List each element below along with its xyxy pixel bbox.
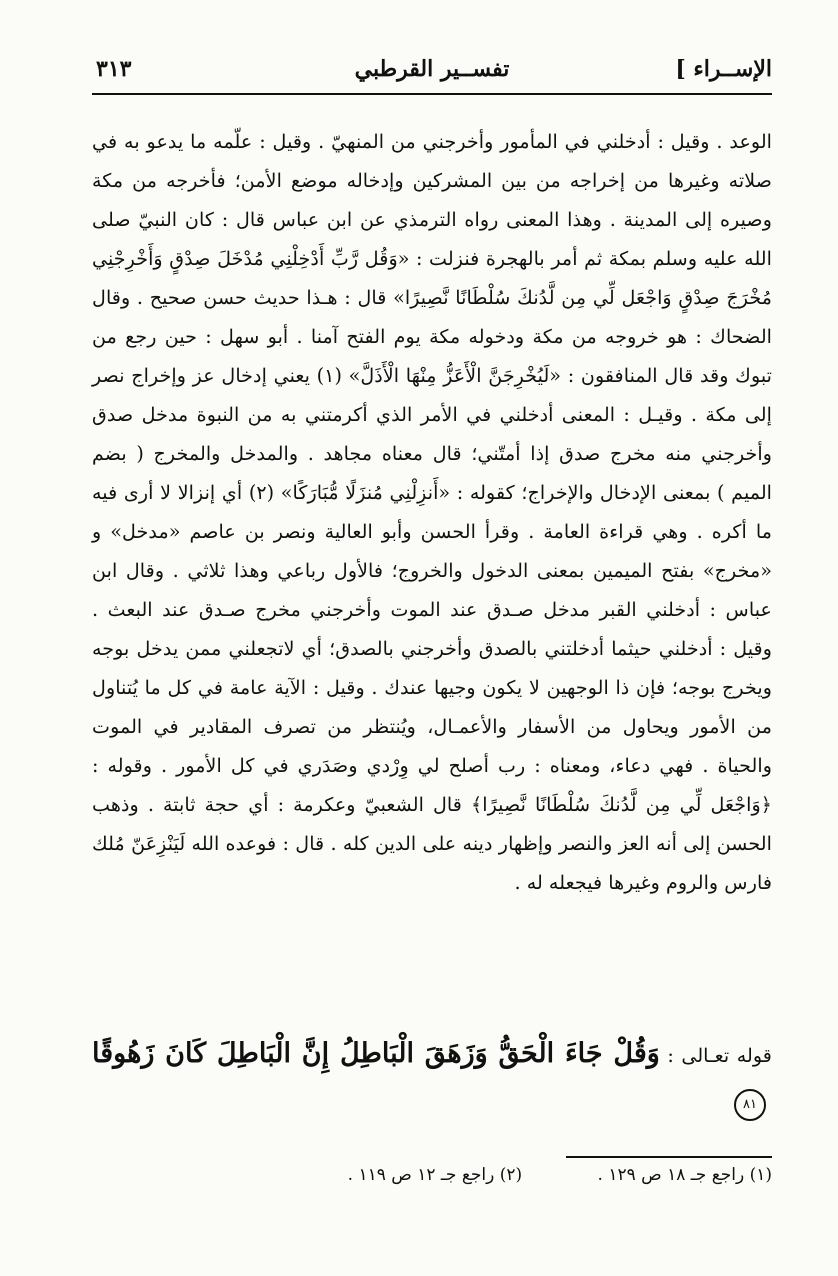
surah-title: الإســراء ] — [675, 56, 772, 82]
ayah-number-marker: ٨١ — [734, 1089, 766, 1121]
footnotes — [200, 1160, 772, 1190]
commentary-paragraph: الوعد . وقيل : أدخلني في المأمور وأخرجني من المنهيّ . وقيل : علّمه ما يدعو به في صلاته وغيرها من إخراجه من بين المشركين وإدخاله موضع الأمن؛ فأخرجه من مكة وصيره إلى المدينة . وهذا المعنى رواه الترمذي عن ابن عباس قال : كان النبيّ صلى الله عليه وسلم بمكة ثم أمر بالهجرة فنزلت : «وَقُل رَّبِّ أَدْخِلْنِي مُدْخَلَ صِدْقٍ وَأَخْرِجْنِي مُخْرَجَ صِدْقٍ وَاجْعَل لِّي مِن لَّدُنكَ سُلْطَانًا نَّصِيرًا» قال : هـذا حديث حسن صحيح . وقال الضحاك : هو خروجه من مكة ودخوله مكة يوم الفتح آمنا . أبو سهل : حين رجع من تبوك وقد قال المنافقون : «لَيُخْرِجَنَّ الْأَعَزُّ مِنْهَا الْأَذَلَّ» (١) يعني إدخال عز وإخراج نصر إلى مكة . وقيـل : المعنى أدخلني في الأمر الذي أكرمتني به من النبوة مدخل صدق وأخرجني منه مخرج صدق إذا أمتّني؛ قال معناه مجاهد . والمدخل والمخرج ( بضم الميم ) بمعنى الإدخال والإخراج؛ كقوله : «أَنزِلْنِي مُنزَلًا مُّبَارَكًا» (٢) أي إنزالا لا أرى فيه ما أكره . وهي قراءة العامة . وقرأ الحسن وأبو العالية ونصر بن عاصم «مدخل» و «مخرج» بفتح الميمين بمعنى الدخول والخروج؛ فالأول رباعي وهذا ثلاثي . وقال ابن عباس : أدخلني القبر مدخل صـدق عند الموت وأخرجني مخرج صـدق عند البعث . وقيل : أدخلني حيثما أدخلتني بالصدق وأخرجني بالصدق؛ أي لاتجعلني ممن يدخل بوجه ويخرج بوجه؛ فإن ذا الوجهين لا يكون وجيها عندك . وقيل : الآية عامة في كل ما يُتناول من الأمور ويحاول من الأسفار والأعمـال، ويُنتظر من تصرف المقادير في الموت والحياة . فهي دعاء، ومعناه : رب أصلح لي وِرْدي وصَدَري في كل الأمور . وقوله : ﴿وَاجْعَل لِّي مِن لَّدُنكَ سُلْطَانًا نَّصِيرًا﴾ قال الشعبيّ وعكرمة : أي حجة ثابتة . وذهب الحسن إلى أنه العز والنصر وإظهار دينه على الدين كله . قال : فوعده الله لَيَنْزِعَنّ مُلك فارس والروم وغيرها فيجعله له . — [92, 130, 772, 894]
footnote-1: (١) راجع جـ ١٨ ص ١٢٩ . — [597, 1165, 772, 1185]
header-divider — [92, 93, 772, 95]
book-title: تفســير القرطبي — [354, 56, 510, 82]
footnote-divider — [566, 1156, 772, 1158]
page-number: ٣١٣ — [96, 56, 132, 82]
quran-verse-block — [92, 1030, 772, 1128]
verse-intro: قوله تعـالى : — [667, 1044, 772, 1067]
commentary-text — [92, 122, 772, 902]
verse-text: وَقُلْ جَاءَ الْحَقُّ وَزَهَقَ الْبَاطِلُ إِنَّ الْبَاطِلَ كَانَ زَهُوقًا — [92, 1038, 660, 1069]
footnote-2: (٢) راجع جـ ١٢ ص ١١٩ . — [347, 1165, 523, 1185]
page-header — [92, 50, 772, 92]
